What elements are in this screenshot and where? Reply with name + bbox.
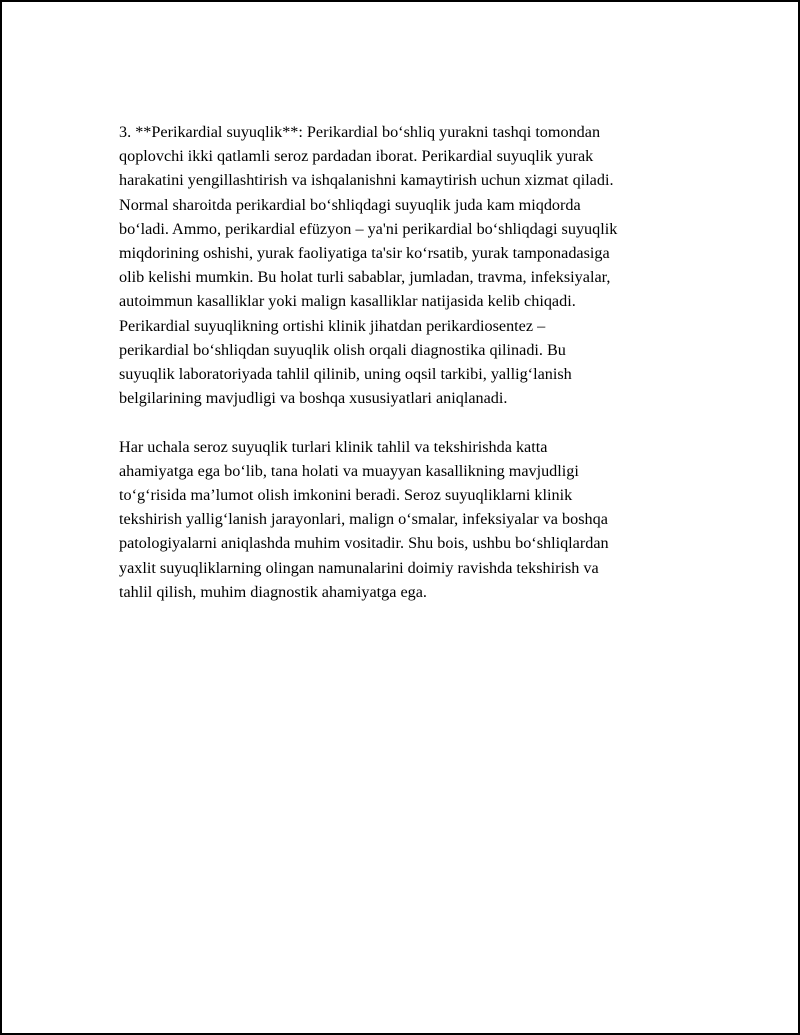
text-line: olib kelishi mumkin. Bu holat turli sabablar, jumladan, travma, infeksiyalar, [119, 268, 611, 287]
text-line: tahlil qilish, muhim diagnostik ahamiyatga ega. [119, 582, 427, 601]
paragraph-pericardial-fluid [119, 120, 719, 410]
text-line: Har uchala seroz suyuqlik turlari klinik tahlil va tekshirishda katta [119, 437, 548, 456]
paragraph-summary [119, 435, 719, 604]
text-line: harakatini yengillashtirish va ishqalanishni kamaytirish uchun xizmat qiladi. [119, 171, 614, 190]
text-line: Normal sharoitda perikardial bo‘shliqdagi suyuqlik juda kam miqdorda [119, 195, 581, 214]
text-line: yaxlit suyuqliklarning olingan namunalarini doimiy ravishda tekshirish va [119, 558, 599, 577]
text-line: Perikardial suyuqlikning ortishi klinik jihatdan perikardiosentez – [119, 316, 546, 335]
text-line: tekshirish yallig‘lanish jarayonlari, malign o‘smalar, infeksiyalar va boshqa [119, 510, 608, 529]
text-line: miqdorining oshishi, yurak faoliyatiga ta'sir ko‘rsatib, yurak tamponadasiga [119, 244, 610, 263]
text-line: belgilarining mavjudligi va boshqa xususiyatlari aniqlanadi. [119, 389, 508, 408]
text-line: to‘g‘risida ma’lumot olish imkonini beradi. Seroz suyuqliklarni klinik [119, 486, 573, 505]
text-line: ahamiyatga ega bo‘lib, tana holati va muayyan kasallikning mavjudligi [119, 461, 579, 480]
text-line: qoplovchi ikki qatlamli seroz pardadan iborat. Perikardial suyuqlik yurak [119, 147, 594, 166]
document-body [119, 120, 719, 604]
text-line: bo‘ladi. Ammo, perikardial efüzyon – ya'ni perikardial bo‘shliqdagi suyuqlik [119, 219, 618, 238]
text-line: autoimmun kasalliklar yoki malign kasalliklar natijasida kelib chiqadi. [119, 292, 576, 311]
text-line: 3. **Perikardial suyuqlik**: Perikardial bo‘shliq yurakni tashqi tomondan [119, 123, 601, 141]
text-line: suyuqlik laboratoriyada tahlil qilinib, uning oqsil tarkibi, yallig‘lanish [119, 365, 572, 384]
text-line: patologiyalarni aniqlashda muhim vositadir. Shu bois, ushbu bo‘shliqlardan [119, 534, 609, 553]
text-line: perikardial bo‘shliqdan suyuqlik olish orqali diagnostika qilinadi. Bu [119, 340, 566, 359]
